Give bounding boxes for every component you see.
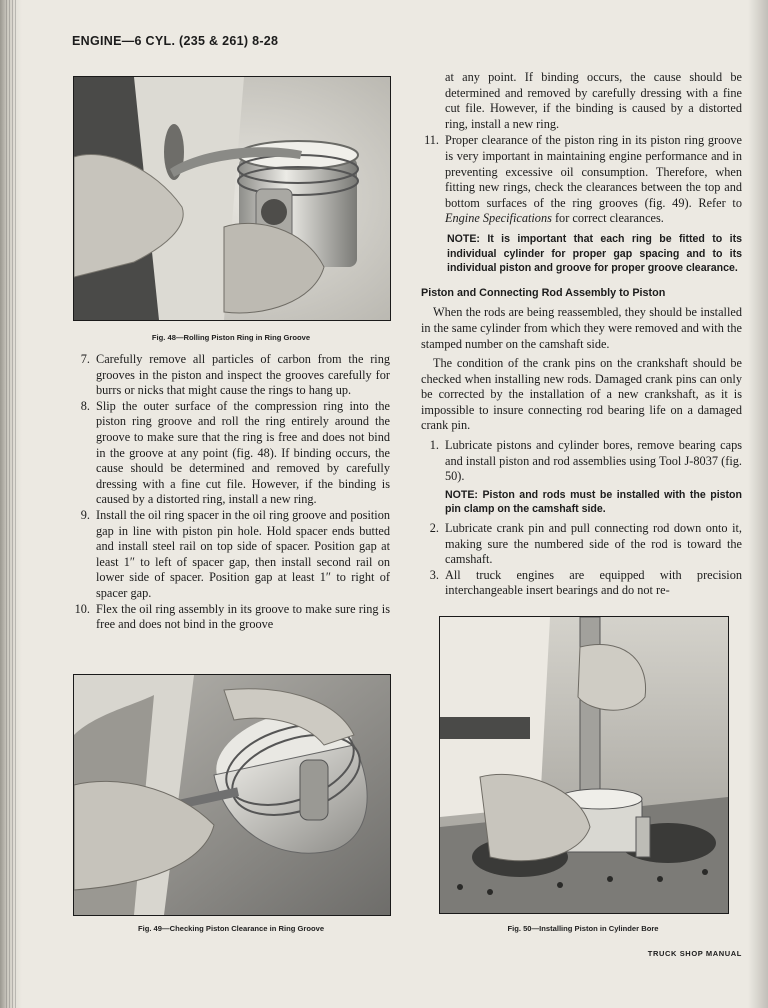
figure-48-caption: Fig. 48—Rolling Piston Ring in Ring Groove <box>151 333 311 342</box>
step-10: 10. Flex the oil ring assembly in its groove to make sure ring is free and does not bind in the groove <box>74 601 390 632</box>
left-column-text <box>72 352 390 633</box>
page-gutter-shadow <box>748 0 768 1008</box>
figure-48-photo <box>73 76 391 321</box>
step-7: 7. Carefully remove all particles of carbon from the ring grooves in the piston and inspect the grooves carefully for burrs or nicks that might cause the rings to hang up. <box>80 352 390 398</box>
step-1: 1. Lubricate pistons and cylinder bores, remove bearing caps and install piston and rod assemblies using Tool J-8037 (fig. 50). <box>429 438 742 484</box>
step-2: 2. Lubricate crank pin and pull connecting rod down onto it, making sure the numbered side of the rod is toward the camshaft. <box>429 521 742 567</box>
step-9: 9. Install the oil ring spacer in the oil ring groove and position gap in line with piston pin hole. Hold spacer ends butted and install steel rail on top side of spacer. Position gap at least 1″ to left of spacer gap, then install second rail on lower side of spacer. Position gap at least 1″ to right of spacer gap. <box>80 507 390 600</box>
figure-50-photo <box>439 616 729 914</box>
paragraph-rod-reassembly: When the rods are being reassembled, they should be installed in the same cylinder from which they were removed and with the stamped number on the camshaft side. <box>421 305 742 351</box>
paragraph-crank-pins: The condition of the crank pins on the crankshaft should be checked when installing new rods. Damaged crank pins can only be corrected by the installation of a new crankshaft, as it is impossible to insure connecting rod bearing life on a damaged crank pin. <box>421 356 742 433</box>
figure-49-photo <box>73 674 391 916</box>
figure-49-caption: Fig. 49—Checking Piston Clearance in Ring Groove <box>137 924 325 933</box>
step-8: 8. Slip the outer surface of the compression ring into the piston ring groove and roll the ring entirely around the groove to make sure that the ring is free and does not bind in the groove at any point (fig. 48). If binding occurs, the cause should be determined and removed by carefully dressing with a fine cut file. However, if the binding is caused by a distorted ring, install a new ring. <box>80 398 390 507</box>
step-10-continued: at any point. If binding occurs, the cause should be determined and removed by carefully dressing with a fine cut file. However, if the binding is caused by a distorted ring, install a new ring. <box>445 70 742 131</box>
right-column-text <box>421 70 742 599</box>
page-footer: TRUCK SHOP MANUAL <box>647 949 742 958</box>
section-heading: Piston and Connecting Rod Assembly to Piston <box>421 286 666 299</box>
note-ring-fit: NOTE: It is important that each ring be fitted to its individual cylinder for proper gap spacing and to its individual piston and groove for proper groove clearance. <box>447 232 742 275</box>
figure-50-caption: Fig. 50—Installing Piston in Cylinder Bore <box>507 924 659 933</box>
page-header: ENGINE—6 CYL. (235 & 261) 8-28 <box>72 34 279 48</box>
step-11: 11. Proper clearance of the piston ring in its piston ring groove is very important in maintaining engine performance and in preventing excessive oil consumption. Therefore, when fitting new rings, check the clearances between the top and bottom surfaces of the ring grooves (fig. 49). Refer to Engine Specifications for correct clearances. <box>424 133 742 226</box>
page-stack-lines <box>6 0 18 1008</box>
note-piston-install: NOTE: Piston and rods must be installed with the piston pin clamp on the camshaft side. <box>445 488 742 516</box>
step-3: 3. All truck engines are equipped with precision interchangeable insert bearings and do not re- <box>429 567 742 598</box>
